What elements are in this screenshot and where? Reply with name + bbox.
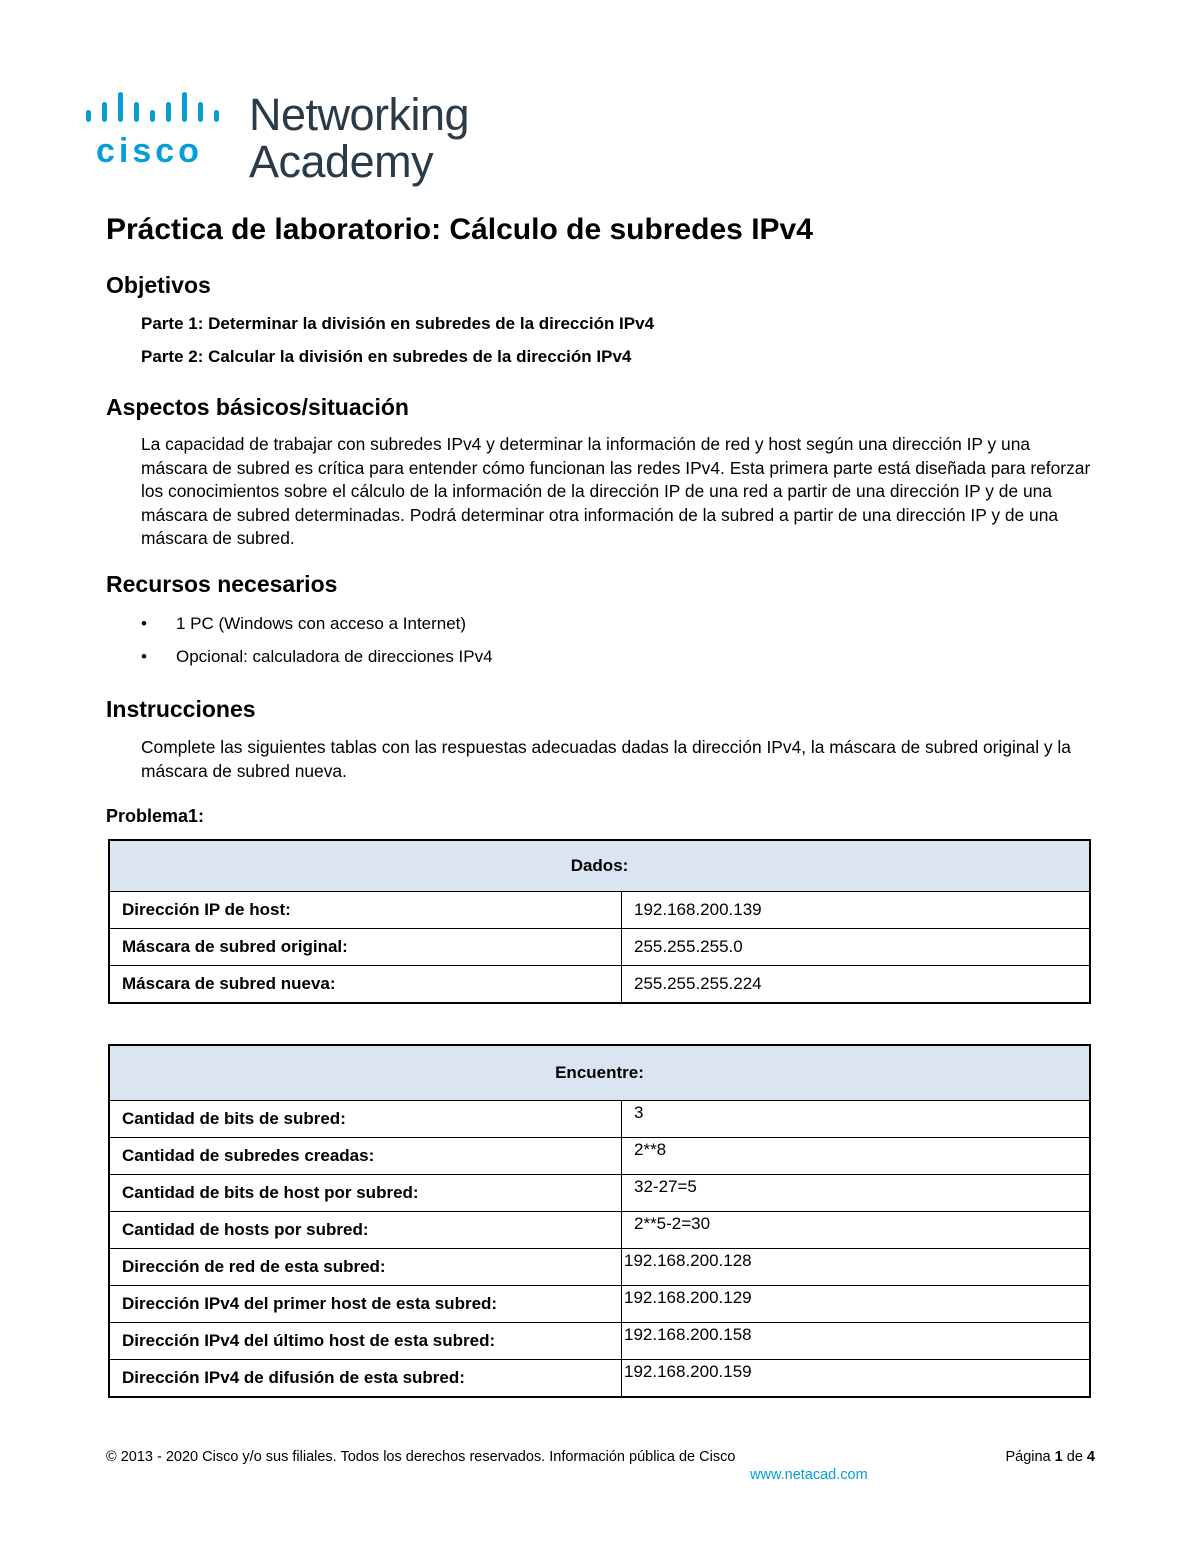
cisco-bars-icon — [84, 92, 234, 134]
find-label: Cantidad de subredes creadas: — [109, 1138, 622, 1175]
table-row — [109, 1175, 1090, 1212]
answer-field[interactable]: 192.168.200.129 — [622, 1286, 1091, 1323]
given-label: Dirección IP de host: — [109, 892, 622, 929]
resource-text: 1 PC (Windows con acceso a Internet) — [176, 614, 467, 633]
page-title: Práctica de laboratorio: Cálculo de subredes IPv4 — [106, 213, 813, 246]
given-label: Máscara de subred original: — [109, 929, 622, 966]
background-heading: Aspectos básicos/situación — [106, 394, 409, 420]
table-row — [109, 929, 1090, 966]
table-row — [109, 892, 1090, 929]
background-paragraph — [141, 433, 1096, 551]
page-total: 4 — [1086, 1449, 1095, 1465]
answer-field[interactable]: 2**5-2=30 — [622, 1212, 1091, 1249]
table-row — [109, 1101, 1090, 1138]
find-label: Dirección de red de esta subred: — [109, 1249, 622, 1286]
find-label: Dirección IPv4 del primer host de esta subred: — [109, 1286, 622, 1323]
objective-item: Parte 1: Determinar la división en subredes de la dirección IPv4 — [141, 314, 655, 333]
given-value: 255.255.255.0 — [622, 929, 1091, 966]
find-label: Dirección IPv4 del último host de esta subred: — [109, 1323, 622, 1360]
answer-field[interactable]: 32-27=5 — [622, 1175, 1091, 1212]
logo-academy: Academy — [249, 136, 434, 187]
find-label: Dirección IPv4 de difusión de esta subred: — [109, 1360, 622, 1398]
find-label: Cantidad de bits de subred: — [109, 1101, 622, 1138]
table-row — [109, 1249, 1090, 1286]
page-current: 1 — [1054, 1449, 1063, 1465]
problem-heading: Problema1: — [106, 806, 205, 826]
instructions-paragraph — [141, 736, 1096, 783]
logo-networking: Networking — [249, 89, 470, 140]
footer-copyright: © 2013 - 2020 Cisco y/o sus filiales. Todos los derechos reservados. Información pública de Cisco — [106, 1449, 736, 1465]
table-row — [109, 1138, 1090, 1175]
given-value: 192.168.200.139 — [622, 892, 1091, 929]
find-label: Cantidad de bits de host por subred: — [109, 1175, 622, 1212]
answer-field[interactable]: 2**8 — [622, 1138, 1091, 1175]
find-table — [108, 1044, 1091, 1398]
footer-link[interactable]: www.netacad.com — [750, 1467, 868, 1483]
answer-field[interactable]: 3 — [622, 1101, 1091, 1138]
find-table-header: Encuentre: — [109, 1045, 1090, 1101]
cisco-networking-academy-logo — [84, 86, 484, 187]
resources-heading: Recursos necesarios — [106, 571, 338, 597]
background-text: La capacidad de trabajar con subredes IPv4 y determinar la información de red y host según una dirección IP y una máscara de subred es crítica para entender cómo funcionan las redes IPv4. Esta primera parte está diseñada para reforzar los conocimientos sobre el cálculo de la información de la dirección IP de una red a partir de una dirección IP y de una máscara de subred determinadas. Podrá determinar otra información de la subred a partir de una dirección IP y de una máscara de subred. — [141, 434, 1091, 548]
answer-field[interactable]: 192.168.200.159 — [622, 1360, 1091, 1398]
cisco-wordmark: cisco — [96, 132, 203, 170]
answer-field[interactable]: 192.168.200.158 — [622, 1323, 1091, 1360]
resource-text: Opcional: calculadora de direcciones IPv4 — [176, 647, 493, 666]
objective-item: Parte 2: Calcular la división en subredes de la dirección IPv4 — [141, 347, 632, 366]
table-row — [109, 1286, 1090, 1323]
table-row — [109, 966, 1090, 1004]
page-mid: de — [1062, 1449, 1087, 1465]
objectives-heading: Objetivos — [106, 272, 211, 298]
given-table — [108, 839, 1091, 1004]
page-number — [1005, 1449, 1095, 1465]
bullet-icon: • — [141, 647, 147, 666]
resource-item — [141, 614, 466, 634]
table-row — [109, 1212, 1090, 1249]
instructions-text: Complete las siguientes tablas con las respuestas adecuadas dadas la dirección IPv4, la máscara de subred original y la máscara de subred nueva. — [141, 737, 1071, 781]
instructions-heading: Instrucciones — [106, 696, 256, 722]
bullet-icon: • — [141, 614, 147, 633]
page-prefix: Página — [1005, 1449, 1055, 1465]
table-row — [109, 1360, 1090, 1398]
given-value: 255.255.255.224 — [622, 966, 1091, 1004]
given-table-header: Dados: — [109, 840, 1090, 892]
answer-field[interactable]: 192.168.200.128 — [622, 1249, 1091, 1286]
given-label: Máscara de subred nueva: — [109, 966, 622, 1004]
find-label: Cantidad de hosts por subred: — [109, 1212, 622, 1249]
table-row — [109, 1323, 1090, 1360]
resource-item — [141, 647, 493, 667]
